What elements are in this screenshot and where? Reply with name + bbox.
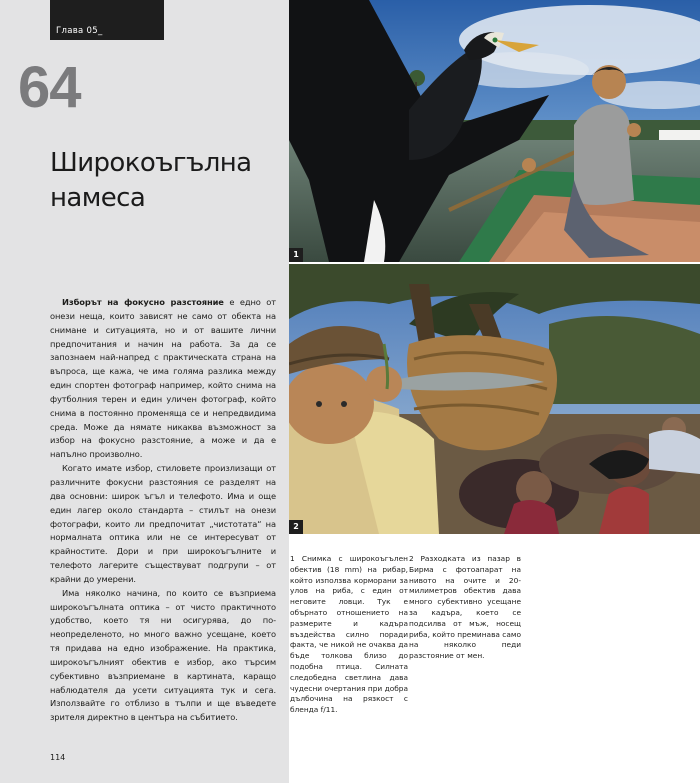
photo-2-number: 2 xyxy=(289,520,303,534)
photo-2-illustration xyxy=(289,264,700,534)
article-number: 64 xyxy=(18,55,81,120)
photo-2-caption xyxy=(409,554,521,662)
photo-1-illustration xyxy=(289,0,700,262)
article-body xyxy=(50,296,276,725)
title-line-2: намеса xyxy=(50,183,146,213)
photo-1-number: 1 xyxy=(289,248,303,262)
chapter-label: Глава 05_ xyxy=(56,26,103,36)
photo-cormorant-fisherman xyxy=(289,0,700,262)
photo-burma-market xyxy=(289,264,700,534)
body-paragraph: Когато имате избор, стиловете произлизащи от различните фокусни разстояния се разделят на два основни: широк ъгъл и телефото. Има и още един лагер около стандарта – стилът на онези фотографи, които ли предпочитат „чистотата“ на нормалната оптика или не се интересуват от крайностите. Дори и при широкоъгълните и телефото лагерите съществуват подгрупи – от крайни до умерени. xyxy=(50,463,276,584)
body-paragraph: Има няколко начина, по които се възприема широкоъгълната оптика – от чисто практичното удобство, което тя ни осигурява, до по-неопределеното, но много важно усещане, което тя придава на едно изображение. На практика, широкоъгълният обектив е избор, ако търсим субективно възприемане в картината, каращо наблюдателя да усети ситуацията тук и сега. Използвайте го отблизо в тълпи и ще въведете зрителя директно в центъра на събитието. xyxy=(50,587,276,723)
caption-text: 1 Снимка с широкоъгълен обектив (18 mm) на рибар, който използва корморани за улов на риба, с един от неговите ловци. Тук е обърнато отношението на размерите и кадъра въздейства силно поради факта, че никой не очаква да бъде толкова близо до подобна птица. Силната следобедна светлина дава чудесни очертания при добра дълбочина на рязкост с бленда f/11. xyxy=(290,554,408,715)
paragraph-1-text: е едно от онези неща, които зависят не само от обекта на снимане и ситуацията, но и от вашите лични предпочитания и начин на работа. За да се запознаем най-напред с практическата страна на въпроса, ще кажа, че има голяма разлика между един спортен фотограф например, който снима на футболния терен и един уличен фотограф, който снима в постоянно променяща се и непредвидима среда. Може да нямате никаква възможност за избор на фокусно разстояние, а може и да е напълно произволно. xyxy=(50,297,276,460)
title-line-1: Широкоъгълна xyxy=(50,148,252,178)
chapter-header xyxy=(50,0,164,40)
lead-bold: Изборът на фокусно разстояние xyxy=(62,297,224,307)
page-number: 114 xyxy=(50,753,66,762)
article-title xyxy=(50,146,280,216)
photo-1-caption xyxy=(290,554,408,716)
body-paragraph xyxy=(50,296,276,462)
caption-text: 2 Разходката из пазар в Бирма с фотоапарат на нивото на очите и 20-милиметров обектив дава много субективно усещане за кадъра, което се подсилва от мъж, носещ риба, който преминава само на няколко педи разстояние от мен. xyxy=(409,554,521,661)
